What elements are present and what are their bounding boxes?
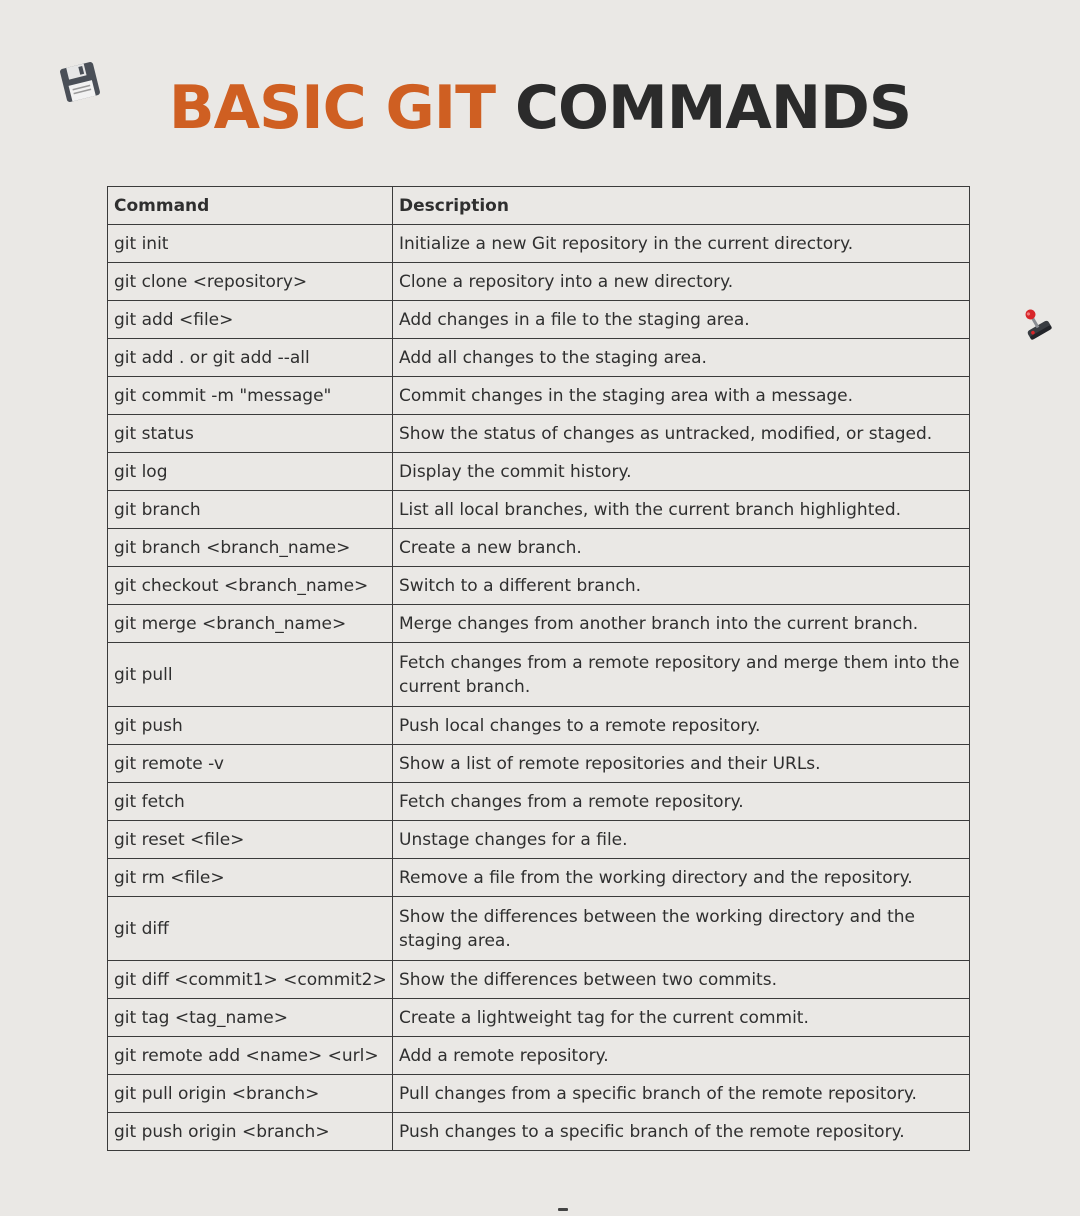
table-row xyxy=(108,377,970,415)
description-cell: Display the commit history. xyxy=(393,453,970,491)
title-rest: COMMANDS xyxy=(514,73,912,143)
command-cell: git branch xyxy=(108,491,393,529)
table-row xyxy=(108,529,970,567)
command-cell: git commit -m "message" xyxy=(108,377,393,415)
header-command: Command xyxy=(108,187,393,225)
table-row xyxy=(108,859,970,897)
table-row xyxy=(108,999,970,1037)
description-cell: Push local changes to a remote repository. xyxy=(393,707,970,745)
description-cell: Fetch changes from a remote repository and merge them into the current branch. xyxy=(393,643,970,707)
page-title xyxy=(0,70,1080,146)
command-cell: git clone <repository> xyxy=(108,263,393,301)
description-cell: Add a remote repository. xyxy=(393,1037,970,1075)
description-cell: Show the status of changes as untracked, modified, or staged. xyxy=(393,415,970,453)
command-cell: git merge <branch_name> xyxy=(108,605,393,643)
description-cell: Show a list of remote repositories and their URLs. xyxy=(393,745,970,783)
table-row xyxy=(108,225,970,263)
description-cell: Merge changes from another branch into the current branch. xyxy=(393,605,970,643)
table-row xyxy=(108,453,970,491)
command-cell: git add <file> xyxy=(108,301,393,339)
table-row xyxy=(108,707,970,745)
command-cell: git add . or git add --all xyxy=(108,339,393,377)
command-cell: git fetch xyxy=(108,783,393,821)
description-cell: Fetch changes from a remote repository. xyxy=(393,783,970,821)
command-cell: git checkout <branch_name> xyxy=(108,567,393,605)
description-cell: Show the differences between the working directory and the staging area. xyxy=(393,897,970,961)
command-cell: git tag <tag_name> xyxy=(108,999,393,1037)
table-row xyxy=(108,301,970,339)
table-row xyxy=(108,491,970,529)
table-row xyxy=(108,339,970,377)
header-description: Description xyxy=(393,187,970,225)
description-cell: Create a new branch. xyxy=(393,529,970,567)
table-row xyxy=(108,745,970,783)
command-cell: git diff xyxy=(108,897,393,961)
description-cell: Switch to a different branch. xyxy=(393,567,970,605)
table-row xyxy=(108,1075,970,1113)
command-cell: git push xyxy=(108,707,393,745)
command-cell: git push origin <branch> xyxy=(108,1113,393,1151)
table-row xyxy=(108,1037,970,1075)
joystick-icon xyxy=(1018,306,1054,342)
description-cell: Add changes in a file to the staging area. xyxy=(393,301,970,339)
description-cell: Add all changes to the staging area. xyxy=(393,339,970,377)
command-cell: git log xyxy=(108,453,393,491)
description-cell: Push changes to a specific branch of the remote repository. xyxy=(393,1113,970,1151)
description-cell: Initialize a new Git repository in the current directory. xyxy=(393,225,970,263)
command-cell: git reset <file> xyxy=(108,821,393,859)
table-row xyxy=(108,567,970,605)
git-commands-table xyxy=(107,186,969,1151)
table-row xyxy=(108,605,970,643)
description-cell: List all local branches, with the current branch highlighted. xyxy=(393,491,970,529)
description-cell: Remove a file from the working directory and the repository. xyxy=(393,859,970,897)
command-cell: git remote add <name> <url> xyxy=(108,1037,393,1075)
description-cell: Commit changes in the staging area with a message. xyxy=(393,377,970,415)
command-cell: git init xyxy=(108,225,393,263)
table-row xyxy=(108,821,970,859)
description-cell: Create a lightweight tag for the current commit. xyxy=(393,999,970,1037)
table-row xyxy=(108,415,970,453)
table-row xyxy=(108,897,970,961)
command-cell: git diff <commit1> <commit2> xyxy=(108,961,393,999)
table-header-row xyxy=(108,187,970,225)
description-cell: Clone a repository into a new directory. xyxy=(393,263,970,301)
command-cell: git pull xyxy=(108,643,393,707)
table-row xyxy=(108,263,970,301)
description-cell: Show the differences between two commits. xyxy=(393,961,970,999)
table-row xyxy=(108,643,970,707)
command-cell: git branch <branch_name> xyxy=(108,529,393,567)
command-cell: git pull origin <branch> xyxy=(108,1075,393,1113)
title-accent: BASIC GIT xyxy=(168,73,496,143)
command-cell: git remote -v xyxy=(108,745,393,783)
description-cell: Unstage changes for a file. xyxy=(393,821,970,859)
page-mark xyxy=(558,1208,568,1211)
description-cell: Pull changes from a specific branch of the remote repository. xyxy=(393,1075,970,1113)
table-row xyxy=(108,961,970,999)
table-row xyxy=(108,783,970,821)
command-cell: git status xyxy=(108,415,393,453)
command-cell: git rm <file> xyxy=(108,859,393,897)
table-row xyxy=(108,1113,970,1151)
